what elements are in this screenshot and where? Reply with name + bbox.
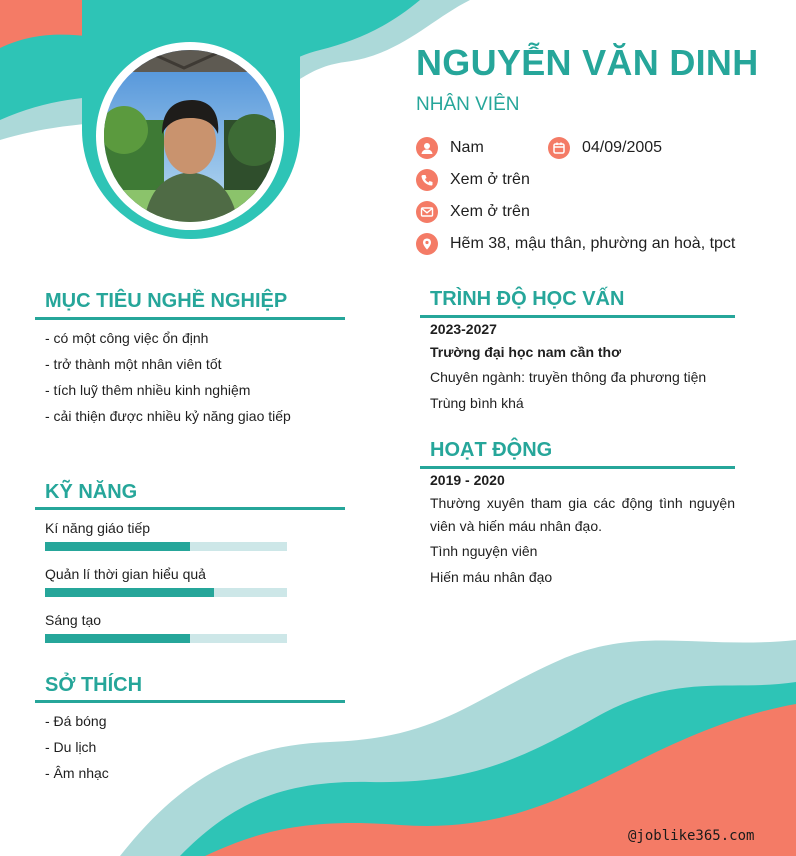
activity-item: Hiến máu nhân đạo: [430, 569, 553, 585]
skill-label: Quản lí thời gian hiểu quả: [45, 566, 206, 582]
calendar-icon: [548, 137, 570, 159]
objective-item: - trở thành một nhân viên tốt: [45, 356, 222, 372]
skills-title: KỸ NĂNG: [45, 481, 138, 503]
email-value: Xem ở trên: [450, 203, 530, 220]
education-divider: [420, 315, 735, 318]
skill-bar: [45, 634, 287, 643]
gender-value: Nam: [450, 139, 484, 156]
skill-label: Sáng tạo: [45, 612, 102, 628]
candidate-role: NHÂN VIÊN: [416, 94, 520, 115]
objective-item: - cải thiện được nhiều kỷ năng giao tiếp: [45, 408, 291, 424]
contact-birthday: [548, 137, 662, 159]
contact-address: [416, 233, 735, 255]
education-school: Trường đại học nam cần thơ: [430, 344, 622, 360]
activities-description: Thường xuyên tham gia các động tình nguyện viên và hiến máu nhân đạo.: [430, 495, 735, 534]
skill-bar-fill: [45, 542, 190, 551]
mail-icon: [416, 201, 438, 223]
contact-gender: [416, 137, 484, 159]
hobbies-divider: [35, 700, 345, 703]
phone-value: Xem ở trên: [450, 171, 530, 188]
hobby-item: - Âm nhạc: [45, 765, 109, 781]
activity-item: Tình nguyện viên: [430, 543, 538, 559]
objective-item: - có một công việc ổn định: [45, 330, 209, 346]
skill-label: Kí năng giáo tiếp: [45, 520, 151, 536]
contact-email: [416, 201, 530, 223]
hobby-item: - Đá bóng: [45, 713, 107, 729]
avatar: [104, 50, 276, 222]
contact-phone: [416, 169, 530, 191]
activities-divider: [420, 466, 735, 469]
skill-bar: [45, 542, 287, 551]
skill-bar-fill: [45, 588, 214, 597]
skills-divider: [35, 507, 345, 510]
hobby-item: - Du lịch: [45, 739, 97, 755]
education-title: TRÌNH ĐỘ HỌC VẤN: [430, 288, 625, 310]
avatar-photo: [104, 50, 276, 222]
footer-watermark: @joblike365.com: [628, 828, 755, 844]
activities-title: HOẠT ĐỘNG: [430, 439, 553, 461]
birthday-value: 04/09/2005: [582, 139, 663, 156]
objective-title: MỤC TIÊU NGHỀ NGHIỆP: [45, 290, 288, 312]
hobbies-title: SỞ THÍCH: [45, 674, 143, 696]
objective-item: - tích luỹ thêm nhiều kinh nghiệm: [45, 382, 251, 398]
education-period: 2023-2027: [430, 321, 497, 337]
address-value: Hẽm 38, mậu thân, phường an hoà, tpct: [450, 235, 736, 252]
phone-icon: [416, 169, 438, 191]
objective-divider: [35, 317, 345, 320]
user-icon: [416, 137, 438, 159]
skill-bar: [45, 588, 287, 597]
location-icon: [416, 233, 438, 255]
activities-period: 2019 - 2020: [430, 472, 505, 488]
education-major: Chuyên ngành: truyền thông đa phương tiện: [430, 369, 707, 385]
skill-bar-fill: [45, 634, 190, 643]
candidate-name: NGUYỄN VĂN DINH: [416, 42, 759, 83]
education-grade: Trùng bình khá: [430, 395, 524, 411]
